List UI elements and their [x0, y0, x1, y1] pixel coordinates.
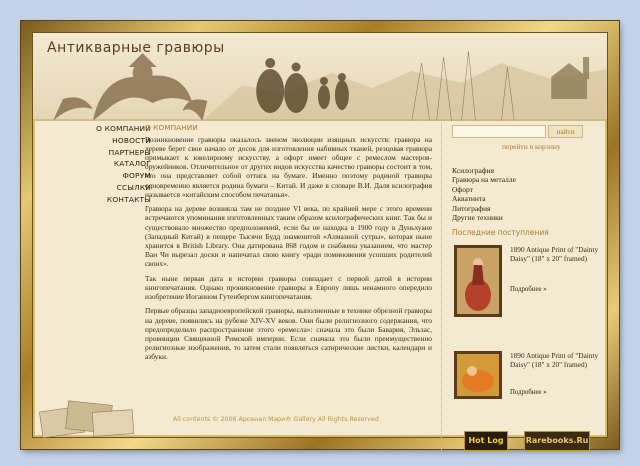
nav-item-contacts[interactable]: КОНТАКТЫ — [106, 194, 151, 204]
search-row — [452, 125, 612, 136]
header-banner — [33, 33, 607, 121]
product-description: 1890 Antique Print of "Dainty Daisy" (18" x 20" framed) — [510, 351, 599, 370]
latest-arrivals-title: Последние поступления — [452, 228, 549, 237]
nav-item-links[interactable]: ССЫЛКИ — [116, 182, 151, 192]
main-content — [145, 123, 432, 453]
nav-item-partners[interactable]: ПАРТНЕРЫ — [108, 147, 151, 157]
search-button[interactable]: найти — [548, 125, 583, 138]
paragraph: Так ныне первая дата в истории гравюры совпадает с первой датой в истории книгопечатания. Однако проникновение гравюры в Европу лишь ненамного опередило изобретение Иоганном Гутенбергом книгопечатания. — [145, 273, 432, 301]
technique-link-metal[interactable]: Гравюра на металле — [452, 175, 516, 185]
technique-link-etching[interactable]: Офорт — [452, 184, 473, 194]
product-description: 1890 Antique Print of "Dainty Daisy" (18" x 20" framed) — [510, 245, 599, 264]
technique-link-aquatint[interactable]: Акватинта — [452, 194, 486, 204]
product-more-link[interactable]: Подробнее » — [510, 286, 547, 293]
technique-link-xylography[interactable]: Ксилография — [452, 166, 495, 175]
technique-link-lithography[interactable]: Литография — [452, 203, 491, 213]
rarebooks-badge[interactable]: Rarebooks.Ru — [524, 431, 590, 451]
cart-link[interactable]: перейти в корзину — [502, 142, 561, 151]
prints-decoration — [33, 389, 143, 439]
copyright-text: All contents © 2006 Арсенал Мэри® Gallery All Rights Reserved — [173, 416, 379, 423]
product-more-link[interactable]: Подробнее » — [510, 389, 547, 396]
nav-item-news[interactable]: НОВОСТИ — [112, 135, 151, 145]
nav-item-catalog[interactable]: КАТАЛОГ — [113, 159, 151, 169]
paragraph: Первые образцы западноевропейской гравюры, выполненные в технике обрезной гравюры на дереве, появились на рубеже XIV-XV веков. Они были религиозного содержания, что предопределило распространение этого «ремесла»: сначала это были Бавария, Эльзас, провинции Священной Римской империи. Если сначала это были преимущественно религиозные изображения, то затем стали появляться сатирические листки, календари и азбуки. — [145, 306, 432, 361]
main-nav — [47, 123, 151, 206]
paragraph: Возникновение гравюры оказалось звеном эволюции изящных искусств: гравюра на дереве берет свое начало от досок для изготовления набивных тканей, резцовая гравюра примыкает к ювелирному искусству, а офорт имеет общее с ремеслом мастеров-оружейников. Отличительное от других видов искусства качество гравюры состоит в том, что она представляет собой оттиск на бумаге. Именно поэтому родиной гравюры одновременно является родина бумаги – Китай. И даже в словаре В.И. Даля ксилография называется «китайским способом печатанья». — [145, 135, 432, 199]
site-title: Антикварные гравюры — [47, 40, 225, 56]
page-heading: О КОМПАНИИ — [145, 123, 198, 132]
hotlog-badge[interactable]: Hot Log — [464, 431, 508, 451]
product-thumbnail[interactable] — [454, 245, 502, 317]
techniques-list — [452, 166, 516, 222]
search-input[interactable] — [452, 125, 546, 138]
paragraph: Гравюра на дереве возникла там не позднее VI века, по крайней мере с этого времени встречаются упоминания изготовленных таким образом ксилографических книг. Так бы и существовало множество предположений, если бы не находка в 1900 году в Дуньхуане (Западный Китай) в пещере Тысячи Будд знаменитой «Алмазной сутры», которая ныне хранится в British Library. Она датирована 868 годом и снабжена указанием, что мастер Ван Чи вырезал доски и напечатал свою книгу «ради поминовения усопших родителей своих». — [145, 204, 432, 268]
technique-link-other[interactable]: Другие техники — [452, 213, 503, 223]
footer — [33, 405, 607, 439]
nav-item-forum[interactable]: ФОРУМ — [122, 171, 151, 181]
gold-frame — [21, 21, 619, 449]
content-area — [32, 32, 608, 445]
product-thumbnail[interactable] — [454, 351, 502, 399]
nav-item-about[interactable]: О КОМПАНИИ — [96, 124, 151, 133]
